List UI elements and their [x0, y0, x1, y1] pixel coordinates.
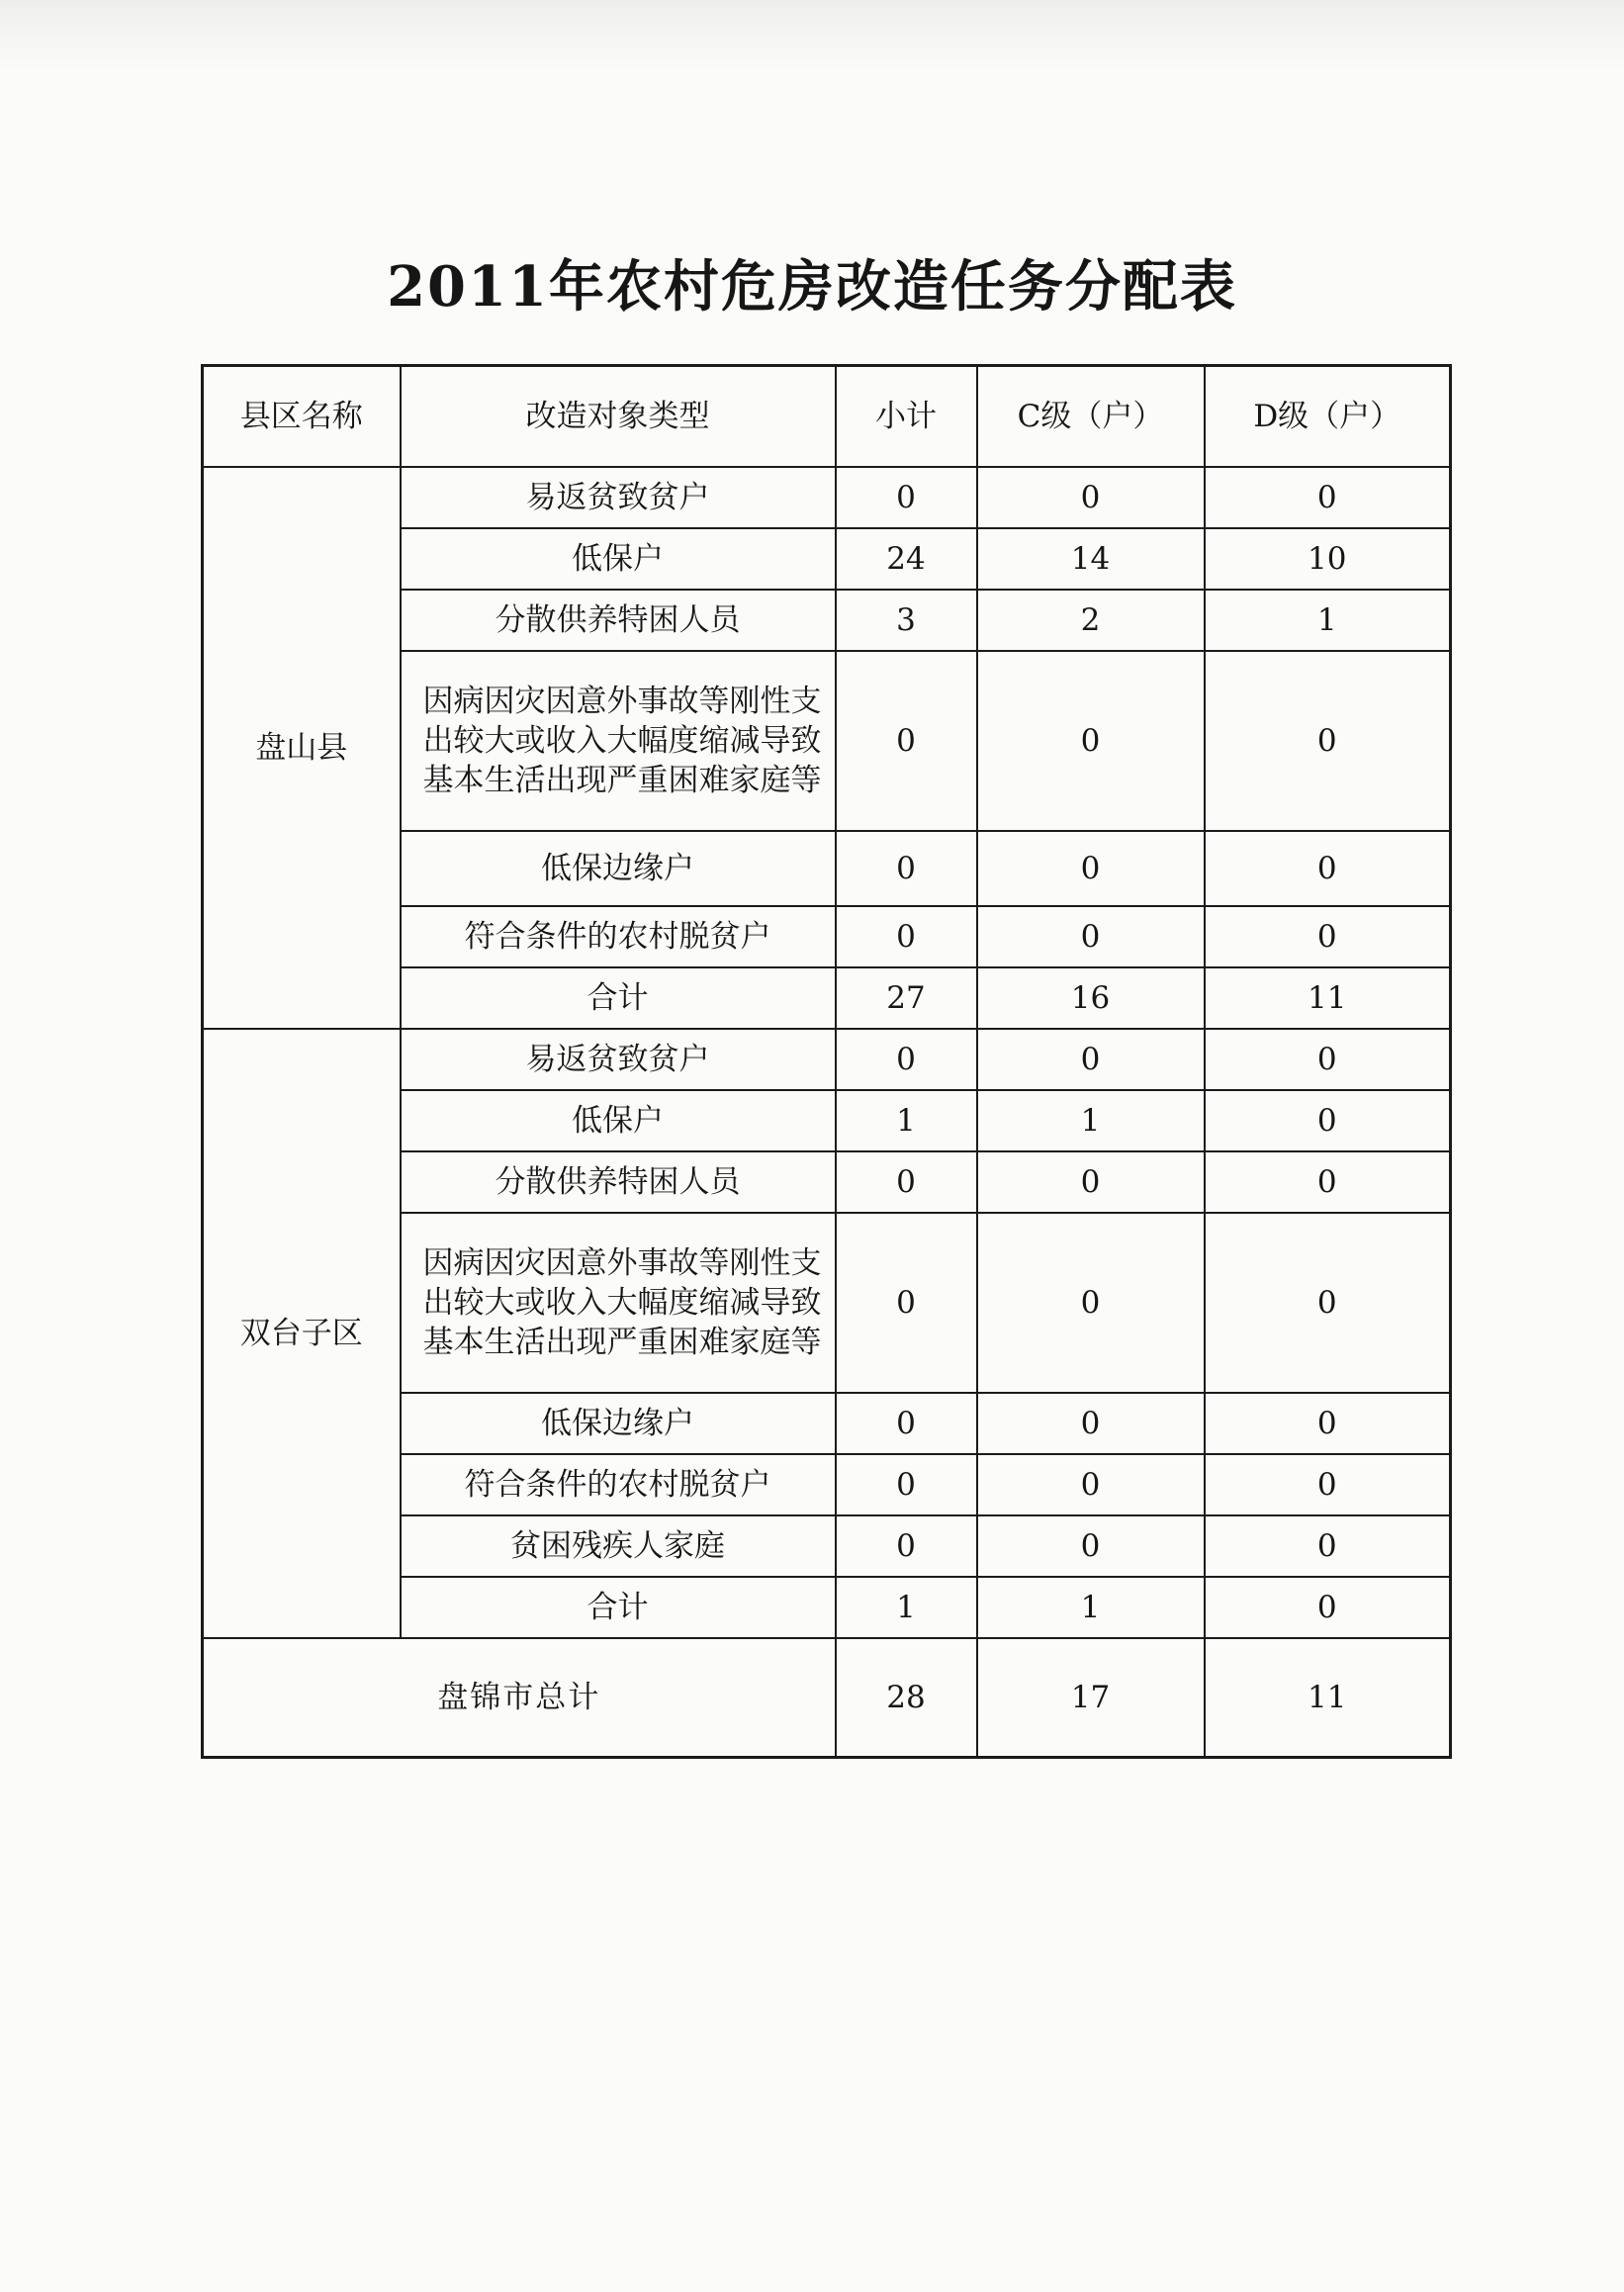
subtotal-cell: 0: [836, 831, 977, 906]
d-level-cell: 0: [1205, 1515, 1451, 1577]
c-level-cell: 0: [977, 1454, 1205, 1515]
c-level-cell: 0: [977, 831, 1205, 906]
type-cell: 分散供养特困人员: [401, 1151, 836, 1213]
subtotal-cell: 0: [836, 1029, 977, 1090]
type-cell: 符合条件的农村脱贫户: [401, 906, 836, 967]
allocation-table: [201, 364, 1452, 1759]
grand-subtotal-cell: 28: [836, 1638, 977, 1758]
header-row: [203, 366, 1451, 468]
grand-c-level-cell: 17: [977, 1638, 1205, 1758]
d-level-cell: 0: [1205, 831, 1451, 906]
c-level-cell: 16: [977, 967, 1205, 1029]
table-row: [203, 1029, 1451, 1090]
d-level-cell: 0: [1205, 906, 1451, 967]
c-level-cell: 0: [977, 467, 1205, 528]
d-level-cell: 10: [1205, 528, 1451, 590]
type-cell: 因病因灾因意外事故等刚性支出较大或收入大幅度缩减导致基本生活出现严重困难家庭等: [401, 651, 836, 831]
subtotal-cell: 0: [836, 906, 977, 967]
c-level-cell: 14: [977, 528, 1205, 590]
subtotal-cell: 0: [836, 1213, 977, 1393]
subtotal-cell: 0: [836, 651, 977, 831]
type-cell: 因病因灾因意外事故等刚性支出较大或收入大幅度缩减导致基本生活出现严重困难家庭等: [401, 1213, 836, 1393]
c-level-cell: 1: [977, 1577, 1205, 1638]
subtotal-cell: 0: [836, 1515, 977, 1577]
type-cell: 低保户: [401, 528, 836, 590]
c-level-cell: 0: [977, 1029, 1205, 1090]
c-level-cell: 0: [977, 651, 1205, 831]
d-level-cell: 0: [1205, 651, 1451, 831]
header-c-level: C级（户）: [977, 366, 1205, 468]
subtotal-cell: 0: [836, 1151, 977, 1213]
header-type: 改造对象类型: [401, 366, 836, 468]
table-row: [203, 467, 1451, 528]
type-cell: 低保边缘户: [401, 831, 836, 906]
header-d-level: D级（户）: [1205, 366, 1451, 468]
c-level-cell: 1: [977, 1090, 1205, 1151]
d-level-cell: 0: [1205, 1090, 1451, 1151]
type-cell: 贫困残疾人家庭: [401, 1515, 836, 1577]
type-cell: 合计: [401, 1577, 836, 1638]
subtotal-cell: 24: [836, 528, 977, 590]
type-cell: 符合条件的农村脱贫户: [401, 1454, 836, 1515]
subtotal-cell: 1: [836, 1090, 977, 1151]
county-cell: 盘山县: [203, 467, 401, 1029]
grand-total-row: [203, 1638, 1451, 1758]
type-cell: 分散供养特困人员: [401, 590, 836, 651]
c-level-cell: 0: [977, 906, 1205, 967]
header-county: 县区名称: [203, 366, 401, 468]
c-level-cell: 0: [977, 1151, 1205, 1213]
type-cell: 低保边缘户: [401, 1393, 836, 1454]
subtotal-cell: 3: [836, 590, 977, 651]
type-cell: 合计: [401, 967, 836, 1029]
subtotal-cell: 0: [836, 467, 977, 528]
type-cell: 低保户: [401, 1090, 836, 1151]
subtotal-cell: 0: [836, 1454, 977, 1515]
scan-edge: [0, 0, 1624, 69]
d-level-cell: 1: [1205, 590, 1451, 651]
header-subtotal: 小计: [836, 366, 977, 468]
d-level-cell: 0: [1205, 1393, 1451, 1454]
subtotal-cell: 1: [836, 1577, 977, 1638]
county-cell: 双台子区: [203, 1029, 401, 1638]
page-title: 2011年农村危房改造任务分配表: [387, 253, 1237, 320]
type-cell: 易返贫致贫户: [401, 467, 836, 528]
d-level-cell: 0: [1205, 1454, 1451, 1515]
c-level-cell: 0: [977, 1393, 1205, 1454]
d-level-cell: 0: [1205, 467, 1451, 528]
c-level-cell: 0: [977, 1213, 1205, 1393]
d-level-cell: 0: [1205, 1213, 1451, 1393]
subtotal-cell: 0: [836, 1393, 977, 1454]
subtotal-cell: 27: [836, 967, 977, 1029]
c-level-cell: 2: [977, 590, 1205, 651]
d-level-cell: 0: [1205, 1029, 1451, 1090]
d-level-cell: 11: [1205, 967, 1451, 1029]
grand-total-label: 盘锦市总计: [203, 1638, 836, 1758]
type-cell: 易返贫致贫户: [401, 1029, 836, 1090]
d-level-cell: 0: [1205, 1577, 1451, 1638]
d-level-cell: 0: [1205, 1151, 1451, 1213]
c-level-cell: 0: [977, 1515, 1205, 1577]
grand-d-level-cell: 11: [1205, 1638, 1451, 1758]
